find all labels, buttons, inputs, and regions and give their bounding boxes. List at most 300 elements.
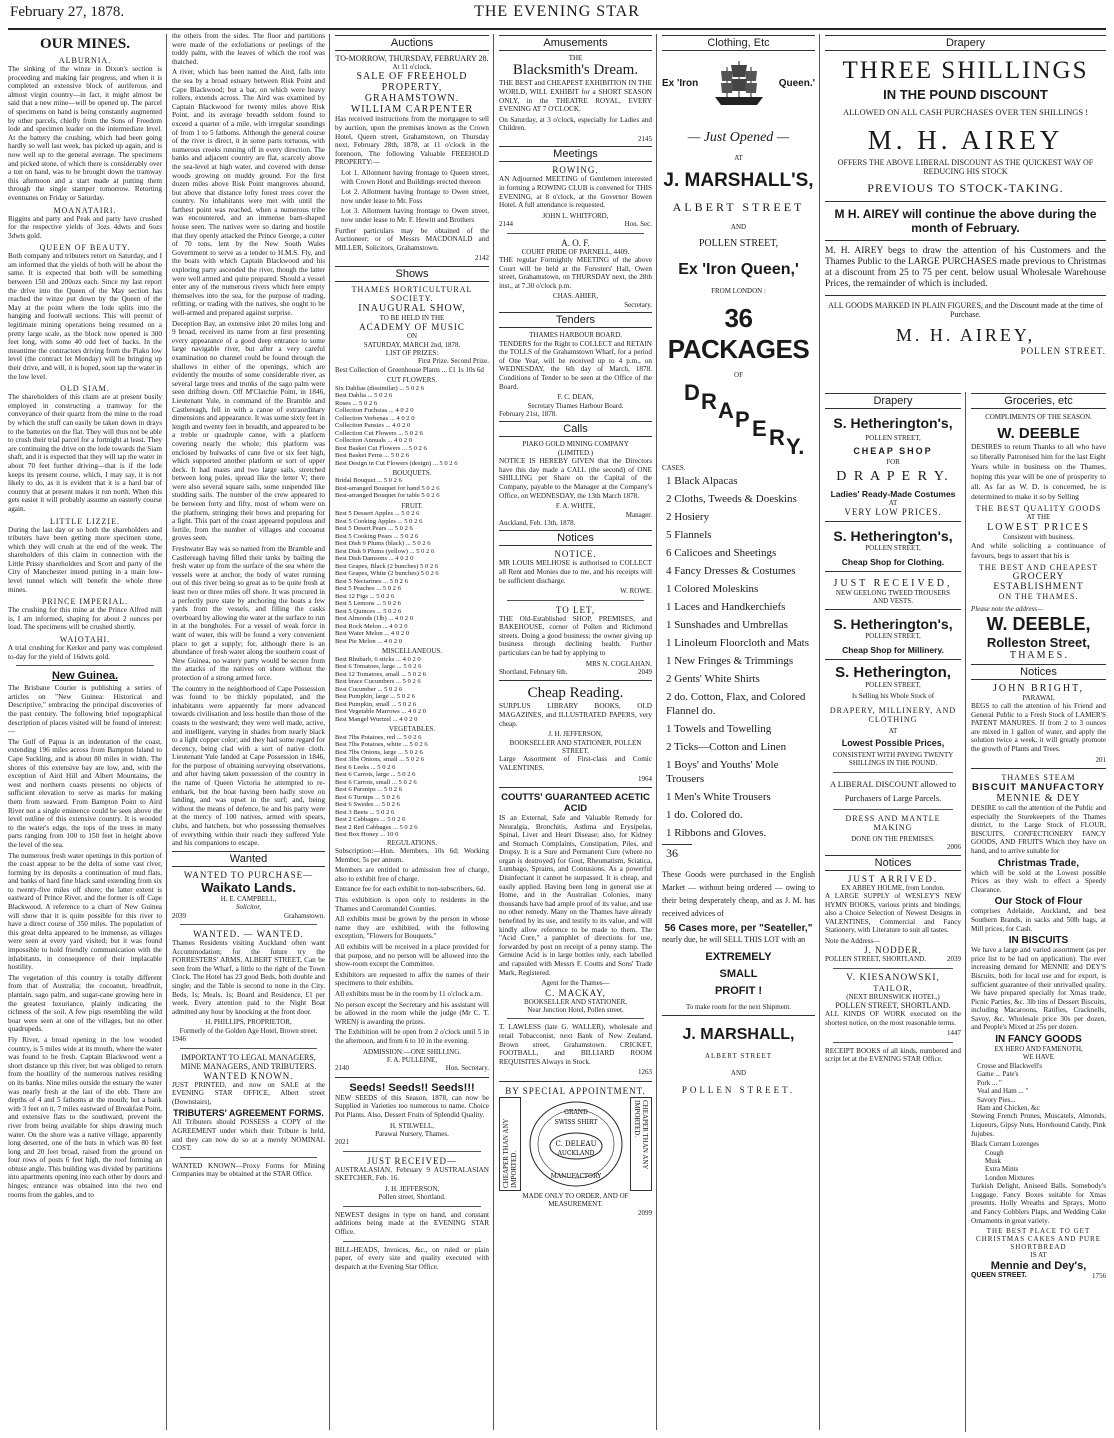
calls-text: NOTICE IS HEREBY GIVEN that the Directors have this day made a CALL (the second) of ONE SHILLING per Share on the Capital of the Company, payable to the Manager at the Company's Office, on WEDNESDAY, the 13th March 1878. xyxy=(499,457,652,500)
prize-row: Best Rock Melon ... 4 0 2 0 xyxy=(335,622,408,630)
divider xyxy=(16,665,154,666)
nodder-name: J. NODDER, xyxy=(864,945,922,956)
hetherington-2: S. Hetherington's, xyxy=(833,528,953,545)
previous-stock-taking: PREVIOUS TO STOCK-TAKING. xyxy=(867,181,1064,195)
prize-row: Best 6 Leeks ... 5 0 2 6 xyxy=(335,763,396,771)
prize-row: Best brace Cucumbers ... 5 0 2 6 xyxy=(335,678,421,686)
ad-number: 2039 xyxy=(172,911,186,920)
mine-section-text: The sinking of the winze in Dixon's section is proceeding and making fair progress, and when it is completed an extensive block of auriferous and almost virgin country—in fact, it might almost be said that a new mine—will be opened up. The parcel of specimens on hand is being constantly augmented by other parcels, chiefly from the Sons of Freedom lode and specimen leader on the intermediate level. At the battery the crushing, which had been going hardly so well last week, has picked up again, and is now well up to the general average. The specimens and picked stone, of which there is considerably over a ton on hand, was to be brought down the tramway this afternoon and a start made at putting them through the single stamper tomorrow. Retorting eventuates on Friday or Saturday. xyxy=(8,65,162,202)
prize-row: Best Pumpkin, small ... 5 0 2 6 xyxy=(335,700,417,708)
auction-date: TO-MORROW, THURSDAY, FEBRUARY 28. xyxy=(335,54,489,63)
ad-number: 2049 xyxy=(638,667,652,676)
regulation: Members are entitled to admission free of charge, also to exhibit free of charge. xyxy=(335,866,489,883)
divider xyxy=(833,809,953,810)
tender-role: Secretary Thames Harbour Board. xyxy=(527,401,624,410)
best-quality: THE BEST QUALITY GOODS xyxy=(975,504,1102,514)
drapery-word: D R A P E R Y. xyxy=(836,468,950,484)
prize-row: Best 6 Tomatoes, large ... 5 0 2 6 xyxy=(335,663,422,671)
mennie-dey-2: Mennie and Dey's, xyxy=(990,1259,1087,1272)
ad-number: 1756 xyxy=(1092,1271,1106,1280)
ad-text: JUST PRINTED, and now on SALE at the EVENING STAR OFFICE, Albert street (Downstairs), xyxy=(172,1080,325,1106)
prize-row: Collection Fuchsias ... 4 0 2 0 xyxy=(335,407,414,415)
lozenge-item: Cough xyxy=(985,1148,1004,1157)
prize-row: Best 5 Lemons ... 5 0 2 6 xyxy=(335,600,401,608)
ad-forresters xyxy=(172,929,325,1044)
case-item: 2 Cloths, Tweeds & Doeskins xyxy=(666,493,797,506)
prize-row: Best 5 Dessert Apples ... 5 0 2 6 xyxy=(335,510,420,518)
drapery-millinery-clothing: DRAPERY, MILLINERY, AND CLOTHING xyxy=(829,705,957,724)
prize-row: Best 7lbs Potatoes, red ... 5 0 2 6 xyxy=(335,733,422,741)
ad-number: 2145 xyxy=(638,134,652,143)
flour-text: comprises Adelaide, Auckland, and best Southern Brands, in sacks and 50lb bags, at Mill prices, for Cash. xyxy=(971,907,1106,933)
divider xyxy=(833,1042,953,1043)
prize-row: Best Vegetable Marrows ... 4 0 2 0 xyxy=(335,708,427,716)
on-thames: ON THE THAMES. xyxy=(998,592,1079,602)
amusement-text: THE BEST and CHEAPEST EXHIBITION IN THE WORLD, WILL EXHIBIT for a SHORT SEASON ONLY, in the THEATRE ROYAL, EVERY EVENING AT 7 O'CLOCK. xyxy=(499,79,652,114)
prize-groups xyxy=(335,376,489,839)
case-item: 1 Sunshades and Umbrellas xyxy=(666,619,788,632)
article-paragraph: The Gulf of Papua is an indentation of the coast, extending 196 miles across from Bampton Island to Cape Suckling, and is about 80 miles in width. The shores of this extensive bay are low, and, with the exception of Aird Hill and Albert Mountains, the west and northern coasts presents no objects of sufficient elevation to serve as marks for making them from seaward. From Bampton Point to Aird River not a single eminence could be seen above the level outline of this extensive country. It is wooded to the water's edge, the tops of the trees in many parts ranging from 100 to 150 feet in height above the level of the sea. xyxy=(8,737,162,849)
divider xyxy=(825,521,961,522)
vests: AND VESTS. xyxy=(873,597,913,606)
ad-place: Formerly of the Golden Age Hotel, Brown street. xyxy=(179,1026,318,1035)
admission: ADMISSION:—ONE SHILLING. xyxy=(363,1047,461,1056)
calls-name: F. A. WHITE, xyxy=(555,502,596,511)
prize-row: Best 6 Parsnips ... 5 0 2 6 xyxy=(335,786,403,794)
case-item: 1 Towels and Towelling xyxy=(666,723,772,736)
show-on: ON xyxy=(406,332,418,341)
prize-row: Best 6 Carrots, large ... 5 0 2 6 xyxy=(335,771,416,779)
fancy-item: Pork ... " xyxy=(977,1078,1002,1087)
hymn-books-text: A LARGE SUPPLY of WESLEY'S NEW HYMN BOOKS, various prints and bindings; also a Choice Selection of Newest Designs in VALENTINES, Commercial and Fancy Stationery, with Literature to suit all tastes. xyxy=(825,892,961,935)
mines-heading: OUR MINES. xyxy=(39,36,130,52)
divider xyxy=(833,772,953,773)
ex-iron-queen: Ex 'Iron Queen,' xyxy=(678,260,799,278)
ad-waikato xyxy=(172,870,325,920)
soliciting: And while soliciting a continuance of favours, begs to assert that his is xyxy=(971,541,1106,561)
regulation: No person except the Secretary and his assistant will be allowed in the room while the judge (Mr C. T. WREN) is awarding the prizes. xyxy=(335,1000,489,1026)
small: SMALL xyxy=(719,968,758,981)
auctions-section-header: Auctions xyxy=(335,35,489,51)
aof-name: CHAS. AHIER, xyxy=(553,292,598,301)
seeds-name: H. STILWELL, xyxy=(390,1121,434,1130)
cheap-clothing: Cheap Shop for Clothing. xyxy=(841,556,945,567)
regulation: Exhibitors are requested to affix the names of their specimens to their exhibits. xyxy=(335,970,489,988)
mine-section-text: Both company and tributers retort on Saturday, and I am informed that the yields of both will be about the same. It is expected that both will be something between 150 and 200ozs each. Since my last report the drive into the Queen of the May section has reached the winze put down by the Queen of the May at the point where the lode splits into the hanging and footwall sections. This will permit of legitimate mining operations being resumed on a pretty large scale, as the block now opened is 300 feet long, with some 40 odd feet of backs. In the meantime the contractors driving from the Piako low level (the contract let Monday) will be bringing up their drive, and will, it is hoped, soon tap the water in the low level. xyxy=(8,252,162,381)
at-the: AT THE xyxy=(1026,513,1051,522)
received-title: JUST RECEIVED— xyxy=(366,1155,458,1166)
cheap-reading-title: Cheap Reading. xyxy=(527,685,624,702)
prize-row: Best Basket Cut Flowers ... 5 0 2 6 xyxy=(335,444,427,452)
blacksmiths-dream-title: Blacksmith's Dream. xyxy=(512,62,639,79)
article-paragraph: the others from the sides. The floor and partitions were made of the exfoliations or peelings of the toddy palm, with the leaves of which the roof was thatched. xyxy=(172,32,325,66)
mine-section-title: MOANATAIRI. xyxy=(53,205,117,215)
groceries-section-header: Groceries, etc xyxy=(971,393,1106,409)
prize-row: Best 3 Beets ... 5 0 2 6 xyxy=(335,808,395,816)
divider xyxy=(833,968,953,969)
calls-title: PIAKO GOLD MINING COMPANY xyxy=(522,440,629,449)
fancy-item: Game ... Pate's xyxy=(977,1070,1019,1079)
prize-row: Collection Pansies ... 4 0 2 0 xyxy=(335,422,411,430)
fancy-item: Veal and Ham ... " xyxy=(977,1087,1029,1096)
tender-title: THAMES HARBOUR BOARD. xyxy=(529,331,622,340)
tailor: TAILOR, xyxy=(873,982,913,993)
airey-continue: M H. AIREY will continue the above during the month of February. xyxy=(834,207,1097,235)
prize-row: Roses ... 5 0 2 6 xyxy=(335,399,378,407)
new-guinea-article xyxy=(8,684,162,1199)
case-item: 2 Ticks—Cotton and Linen xyxy=(666,741,787,754)
divider xyxy=(507,233,644,234)
drapery-letter: Y. xyxy=(786,433,805,459)
show-secretary: F. A. PULLEINE, xyxy=(386,1055,438,1064)
pollen-street: POLLEN STREET, xyxy=(865,680,921,689)
ad-subtitle: Waikato Lands. xyxy=(201,879,296,895)
ad-subtitle: WANTED KNOWN. xyxy=(203,1070,294,1081)
show-held: TO BE HELD IN THE xyxy=(379,313,445,322)
tenders-section-header: Tenders xyxy=(499,312,652,328)
tender-name: F. C. DEAN, xyxy=(557,393,594,402)
auction-lot: Lot 1. Allotment having frontage to Queen street, with Crown Hotel and Buildings erected thereon xyxy=(341,168,489,186)
profit: PROFIT ! xyxy=(714,985,763,998)
divider xyxy=(825,295,1106,296)
column-hetherington xyxy=(821,390,965,1432)
clothing-section-header: Clothing, Etc xyxy=(662,35,815,51)
hetherington-3: S. Hetherington's, xyxy=(833,616,953,633)
marshall-text: These Goods were purchased in the English Market — without being ordered — owing to their being desperately cheap, and as J. M. has received advices of xyxy=(662,870,815,919)
article-paragraph: Freshwater Bay was so named from the Bramble and Castlereagh having filled their tanks by bailing the fresh water up from the surface of the sea where the vessels were at anchor, the body of water running out of this river being so great as to be quite fresh at least two or three miles off shore. It was procured in a perfectly pure state by anchoring the boats a few yards from the vessels, and filling the casks overboard by allowing the water at the surface to run in at the bungholes. For a vessel of weak force in want of water, this will be found a very convenient place to get a supply; for, although there is an abundance of fresh water along the southern coast of New Guinea, no watery party would be secure from the attacks of the natives on shore without the protection of a strong armed force. xyxy=(172,545,325,682)
prize-row: Best 5 Quinces ... 5 0 2 6 xyxy=(335,607,402,615)
prize-row: Best 5 Peaches ... 5 0 2 6 xyxy=(335,585,401,593)
best-cheapest: THE BEST AND CHEAPEST xyxy=(978,563,1099,573)
ad-heading: TRIBUTERS' AGREEMENT FORMS. xyxy=(173,1108,324,1119)
rowing-title: ROWING. xyxy=(552,165,599,176)
auction-lot: Lot 2. Allotment having frontage to Owen street, now under lease to Mr. Foss xyxy=(341,188,489,205)
regulation: Subscription:—Hon. Members, 10s 6d; Working Member, 5s per annum. xyxy=(335,847,489,864)
column-rule xyxy=(656,34,657,1430)
divider xyxy=(180,1048,317,1049)
is-at: IS AT xyxy=(1030,1251,1047,1260)
prize-row: Best Mangel Wurtzel ... 4 0 2 0 xyxy=(335,715,418,723)
mines-sections xyxy=(8,56,162,661)
prize-row: Best 5 Desert Pears ... 5 0 2 6 xyxy=(335,525,413,533)
ad-title: WANTED. — WANTED. xyxy=(193,929,304,940)
case-item: 1 do. Colored do. xyxy=(666,809,743,822)
ad-title: WANTED TO PURCHASE— xyxy=(183,869,314,880)
prize-row: Best 2 Red Cabbages ... 5 0 2 6 xyxy=(335,823,418,831)
prize-columns: First Prize. Second Prize. xyxy=(418,357,489,366)
appointment-seal-row xyxy=(499,1096,652,1192)
tolet-text: THE Old-Established SHOP, PREMISES, and BAKEHOUSE, corner of Pollen and Richmond streets. Doing a good business; the owner giving up business through declining health. Further particulars can be had by applying to xyxy=(499,614,652,657)
wanted-section-header: Wanted xyxy=(172,851,325,867)
ad-role: Solicitor, xyxy=(235,903,262,912)
case-item: 1 New Fringes & Trimmings xyxy=(666,655,794,668)
ship-row xyxy=(662,54,815,112)
ex-abbey-holme: EX ABBEY HOLME, from London. xyxy=(841,883,945,892)
ad-number: 2099 xyxy=(638,1208,652,1217)
regulations-heading: REGULATIONS. xyxy=(387,838,437,847)
we-have: WE HAVE xyxy=(1022,1053,1055,1062)
received-text: AUSTRALASIAN, February 9 AUSTRALASIAN SKETCHER, Feb. 16. xyxy=(335,1165,489,1183)
pollen-street: POLLEN STREET, xyxy=(865,632,921,641)
mine-section-title: WAIOTAHI. xyxy=(59,635,111,645)
drapery-letter: D xyxy=(684,379,700,405)
rowing-role: Hon. Sec. xyxy=(624,220,652,229)
show-society: THAMES HORTICULTURAL SOCIETY. xyxy=(351,284,473,303)
ad-text: All Tributers should POSSESS a COPY of the AGREEMENT under which their Tribute is held, and they can now do so at a merely NOMINAL COST. xyxy=(172,1118,325,1153)
appointment-footer: MADE ONLY TO ORDER, AND OF MEASUREMENT. xyxy=(522,1191,629,1209)
tender-date: February 21st, 1878. xyxy=(499,409,557,418)
tender-text: TENDERS for the Right to COLLECT and RETAIN the TOLLS of the Grahamstown Wharf, for a period of One Year, will be received up to 4 p.m., on WEDNESDAY, the 6th day of March, 1878. Conditions of Tender to be seen at the Office of the Board. xyxy=(499,339,652,391)
column-guinea-cont xyxy=(168,32,329,1432)
mine-section-title: LITTLE LIZZIE. xyxy=(50,516,120,526)
prize-row: Best Pumpkin, large ... 5 0 2 6 xyxy=(335,693,415,701)
divider xyxy=(499,680,652,681)
newspaper-title: THE EVENING STAR xyxy=(474,3,640,20)
ad-number: 2144 xyxy=(499,220,513,229)
case-item: 1 Black Alpacas xyxy=(666,475,738,488)
airey-offers: OFFERS THE ABOVE LIBERAL DISCOUNT AS THE QUICKEST WAY OF REDUCING HIS STOCK xyxy=(837,158,1094,176)
hetherington-1: S. Hetherington's, xyxy=(833,415,953,431)
plain-figures: ALL GOODS MARKED IN PLAIN FIGURES, and the Discount made at the time of Purchase. xyxy=(828,301,1103,319)
amusement-saturday: On Saturday, at 3 o'clock, especially for Ladies and Children. xyxy=(499,115,652,133)
prize-row: Best Dish Damsons ... 4 0 2 0 xyxy=(335,555,414,563)
pollen-street: POLLEN STREET, xyxy=(865,544,921,553)
drapery-letter: A xyxy=(718,397,734,423)
drapery-letter: R xyxy=(701,388,717,414)
prize-row: Bridal Bouquet ... 5 0 2 6 xyxy=(335,477,402,485)
fancy-item: Ham and Chicken, &c xyxy=(977,1103,1040,1112)
geelong-trousers: NEW GEELONG TWEED TROUSERS xyxy=(835,588,951,597)
ad-the: THE xyxy=(568,54,583,62)
new-guinea-heading: New Guinea. xyxy=(51,670,119,683)
notices-section-header: Notices xyxy=(971,664,1106,680)
column-mines xyxy=(4,32,166,1432)
divider xyxy=(343,1241,481,1242)
divider xyxy=(825,609,961,610)
prize-group-title: CUT FLOWERS. xyxy=(386,376,438,385)
pollen-street: POLLEN STREET, xyxy=(865,434,921,442)
notices-section-header: Notices xyxy=(499,530,652,546)
aof-title: A. O. F. xyxy=(561,237,590,248)
prize-row: Best Design in Cut Flowers (design) ... 5 0 2 6 xyxy=(335,459,458,467)
case-item: 1 Ribbons and Gloves. xyxy=(666,827,767,840)
bright-text: BEGS to call the attention of his Friend and General Public to a Fresh Stock of LAMER'S PATENT MANURES. If from 2 to 3 ounces are mixed in 1 gallon of water, and apply the solution twice a week, it will greatly promote the growth of Plants and Trees. xyxy=(971,702,1106,753)
mine-section-title: QUEEN OF BEAUTY. xyxy=(39,243,131,253)
divider xyxy=(825,201,1106,202)
fancy-item: Crosse and Blackwell's xyxy=(977,1061,1043,1070)
show-venue: ACADEMY OF MUSIC xyxy=(359,322,465,333)
christmas-text: which will be sold at the Lowest possible Prices as they wish to effect a Speedy Clearance. xyxy=(971,868,1106,894)
ship-label-left: Ex 'Iron xyxy=(662,77,699,89)
drapery-letter: P xyxy=(735,406,750,432)
prize-row: Best 7lbs Onions, large ... 5 0 2 6 xyxy=(335,748,423,756)
kiesanowski-name: V. KIESANOWSKI, xyxy=(846,972,940,983)
divider xyxy=(825,240,1106,241)
receipt-books: RECEIPT BOOKS of all kinds, numbered and script let at the EVENING STAR Office. xyxy=(825,1046,961,1064)
aof-role: Secretary. xyxy=(624,300,652,309)
column-rule xyxy=(493,34,494,1430)
ad-billheads: BILL-HEADS, Invoices, &c., on ruled or plain paper, of every size and quality executed with despatch at the Evening Star Office. xyxy=(335,1245,489,1271)
drapery-section-header: Drapery xyxy=(825,35,1106,51)
case-item: 1 Colored Moleskins xyxy=(666,583,759,596)
lowest-prices: Lowest Possible Prices, xyxy=(841,738,945,749)
column-rule xyxy=(329,34,330,1430)
ad-number: 2039 xyxy=(947,955,961,964)
thames: T H A M E S . xyxy=(1009,649,1068,661)
show-date: SATURDAY, MARCH 2nd, 1878. xyxy=(363,340,461,349)
fancy-items xyxy=(971,1062,1106,1112)
stock-of-flour: Our Stock of Flour xyxy=(994,896,1083,908)
lawless-text: T. LAWLESS (late G. WALLER), wholesale and retail Tobacconist, next Bank of New Zealand, Brown street, Grahamstown. CRICKET, FOOTBALL, and BILLIARD ROOM REQUISITES Always in Stock. xyxy=(499,1023,652,1066)
rolleston-street: Rolleston Street, xyxy=(986,634,1091,650)
column-amusements xyxy=(495,32,656,1432)
ad-number: 1946 xyxy=(172,1035,186,1044)
article-paragraph: Deception Bay, an extensive inlet 20 miles long and 9 broad, received its name from at first presenting every appearance of a good deep entrance to some large navigable river, but after a very careful examination no channel could be found through the shallows in either of the openings, which are evidently the mouths of some considerable river, as several large trees and trunks of the sago palm were seen drifting down. Off M'Clatchie Point, in 1846, Lieutenant Yule, in command of the Bramble and Castlereagh, fell in with a canoe of extraordinary dimensions and appearance. It was some sixty feet in length and twenty feet in breadth, and appeared to be a treble or quadruple canoe, with a platform covering nearly the whole; this platform was enclosed by bulwarks of cane five or six feet high, which supported another platform or sort of upper deck. It had masts and two large sails, stretched between long poles, spread like the letter V; there were also several square sails, some suspended like studding sails. The number of the crew appeared to be between forty and fifty, most of whom were on the platform, stringing their bows and preparing for a fight. This part of the coast appeared populous and fertile, from the number of villages and cocoanut groves seen. xyxy=(172,319,325,543)
parawai: PARAWAI, xyxy=(1022,693,1055,702)
prize-group-title: MISCELLANEOUS. xyxy=(381,647,443,656)
received-place: Pollen street, Shortland. xyxy=(378,1193,446,1202)
tolet-title: TO LET, xyxy=(555,604,596,615)
regulation: The Exhibition will be open from 2 o'clock until 5 in the afternoon, and from 6 to 10 in the evening. xyxy=(335,1028,489,1045)
christmas-trade: Christmas Trade, xyxy=(997,857,1080,869)
prize-row: Best Grapes, Black (2 bunches) 5 0 2 6 xyxy=(335,562,439,570)
side-text-left: CHEAPER THAN ANY IMPORTED. xyxy=(499,1097,521,1191)
mine-section-title: OLD SIAM. xyxy=(60,384,110,394)
coutts-text: IS an External, Safe and Valuable Remedy for Neuralgia, Bronchitis, Asthma and Erysipelas, Spinal, Liver and Heart Disease; also, for Kidney and Stomach Complaints, Constipation, Piles, and Dropsy. It is a Sure and Permanent Cure (where no organ is destroyed) for Gout, Rheumatism, Sciatica, Lumbago, Sprains, and Contusions. As a powerful Disinfectant it cannot be surpassed. It is cheap, and easily applied. Having been long in general use at Home, and in the Australian Colonies, many thousands have had ample proof of its value, and use no other remedy. Many on the Thames have already benefited by its use, and testify to its value, and will kindly allow reference to be made to them. The "Acid Cure," a pamphlet of directions for use, forwarded by post on receipt of a penny stamp. The Genuine Acid is in large bottles only, each labelled and capsuled with Messrs F. Coutts and Sons' Trade Mark, Registered. xyxy=(499,813,652,977)
case-item: 2 Gents' White Shirts xyxy=(666,673,760,686)
coutts-title: COUTTS' GUARANTEED ACETIC ACID xyxy=(501,791,650,814)
prize-row: Best 5 Cooking Pears ... 5 0 2 6 xyxy=(335,532,419,540)
footer-street-albert: ALBERT STREET xyxy=(704,1052,773,1061)
divider xyxy=(499,787,652,788)
ad-number: 1263 xyxy=(638,1068,652,1077)
case-item: 2 do. Cotton, Flax, and Colored Flannel do. xyxy=(666,691,806,718)
prize-group-title: FRUIT. xyxy=(401,501,423,510)
divider xyxy=(343,1151,481,1152)
column-rule xyxy=(819,34,820,1430)
ad-name: H. E. CAMPBELL, xyxy=(220,894,277,903)
lozenges-list xyxy=(971,1149,1106,1183)
just-arrived: JUST ARRIVED. xyxy=(847,873,939,884)
divider xyxy=(662,1015,815,1016)
column-rule xyxy=(166,34,167,1430)
auctioneer-name: WILLIAM CARPENTER xyxy=(350,104,474,116)
bright-name: JOHN BRIGHT, xyxy=(992,682,1085,694)
mine-section-text: Riggins and party and Peak and party have crushed for the respective yields of 3ozs 4dwts and 6ozs 3dwts gold. xyxy=(8,214,162,240)
mine-section-title: ALBURNIA. xyxy=(58,56,112,65)
selling-stock: Is Selling his Whole Stock of xyxy=(851,692,935,701)
deeble-name-2: W. DEEBLE, xyxy=(986,613,1091,634)
street-pollen: POLLEN STREET, xyxy=(698,237,779,249)
show-secretary-role: Hon. Secretary. xyxy=(445,1064,489,1073)
divider xyxy=(825,571,961,572)
seal-text: C. DELEAU xyxy=(555,1139,596,1148)
drapery-diagonal xyxy=(662,380,815,460)
queen-street: QUEEN STREET. xyxy=(971,1271,1027,1279)
best-place: THE BEST PLACE TO GET CHRISTMAS CAKES AND PURE SHORTBREAD xyxy=(976,1227,1101,1252)
cheap-role: BOOKSELLER AND STATIONER, POLLEN STREET. xyxy=(509,738,642,755)
tolet-name: MRS N. COGLAHAN. xyxy=(585,659,652,668)
mennie-dey: MENNIE & DEY xyxy=(996,793,1081,804)
coutts-agent: Agent for the Thames— xyxy=(541,979,610,988)
regulation: All exhibits will be received in a place provided for that purpose, and no person will be allowed into the show-room except the Committee. xyxy=(335,943,489,969)
stewing-text: Stewing French Prunes, Muscatels, Almonds, Liqueurs, Gipsy Nuts, Horehound Candy, Pink Jujubes. xyxy=(971,1112,1106,1138)
shows-section-header: Shows xyxy=(335,266,489,282)
regulation: This exhibition is open only to residents in the Thames and Coromandel Counties. xyxy=(335,896,489,913)
prize-row: Best 6 Swedes ... 5 0 2 6 xyxy=(335,801,400,809)
auction-further: Further particulars may be obtained of the Auctioneer; or of Messrs MACDONALD and MILLER, Solicitors, Grahamstown. xyxy=(335,226,489,252)
prize-row: Best Dish 9 Plums (yellow) ... 5 0 2 6 xyxy=(335,547,435,555)
seal-text: AUCKLAND xyxy=(557,1149,594,1157)
allowed-cash: ALLOWED ON ALL CASH PURCHASES OVER TEN SHILLINGS ! xyxy=(842,107,1089,117)
prize-row: Best 3lbs Onions, small ... 5 0 2 6 xyxy=(335,756,425,764)
prize-row: Collection Annuals ... 4 0 2 0 xyxy=(335,437,413,445)
prize-row: Best Water Melon ... 4 0 2 0 xyxy=(335,630,410,638)
aof-text: THE regular Fortnightly MEETING of the above Court will be held at the Foresters' Hall, Owen street, Grahamstown, on THURSDAY next, the 28th inst., at 7.30 o'clock p.m. xyxy=(499,255,652,290)
seal-text: SWISS SHIRT xyxy=(554,1118,597,1126)
ad-place: Grahamstown. xyxy=(283,911,325,920)
just-received: JUST RECEIVED, xyxy=(833,577,953,589)
fancy-sub: EX HERO AND FAMENOTH, xyxy=(994,1045,1083,1054)
prize-group-title: BOUQUETS. xyxy=(392,469,432,478)
in-biscuits: IN BISCUITS xyxy=(1008,935,1069,947)
footer-and: AND xyxy=(730,1068,747,1077)
show-title: INAUGURAL SHOW, xyxy=(358,302,466,314)
amusements-section-header: Amusements xyxy=(499,35,652,51)
received-name: J. H. JEFFERSON, xyxy=(384,1184,440,1193)
regulation: All exhibits must be grown by the person in whose name they are exhibited, with the following exception, "Flowers for Bouquets." xyxy=(335,915,489,941)
label-at: AT xyxy=(888,498,898,507)
rowing-text: AN Adjourned MEETING of Gentlemen interested in forming a ROWING CLUB is convened for THIS EVENING, at 8 o'clock, at the Governor Bowen Hotel. A full attendance is requested. xyxy=(499,175,652,210)
case-item: 2 Hosiery xyxy=(666,511,710,524)
ad-types: NEWEST designs in type on hand, and constant additions being made at the EVENING STAR Office. xyxy=(335,1210,489,1236)
meetings-section-header: Meetings xyxy=(499,146,652,162)
sell-lot: nearly due, he will SELL THIS LOT with an xyxy=(662,935,806,945)
prize-row: Best Cucumber ... 5 0 2 6 xyxy=(335,685,403,693)
divider xyxy=(180,1157,317,1158)
calls-date: Auckland, Feb. 13th, 1878. xyxy=(499,518,576,527)
consistent-business: Consistent with business. xyxy=(1003,532,1074,541)
liberal-discount: A LIBERAL DISCOUNT allowed to Purchasers of Large Parcels. xyxy=(829,778,957,803)
cheap-name: J. H. JEFFERSON, xyxy=(548,730,603,739)
sailing-ship-icon xyxy=(711,57,767,109)
prize-row: Best 12 Figs ... 5 0 2 6 xyxy=(335,592,395,600)
prize-row: Best Pie Melon ... 4 0 2 0 xyxy=(335,637,403,645)
lozenge-item: Musk xyxy=(985,1156,1001,1165)
auction-time: At 11 o'clock. xyxy=(392,63,432,71)
divider xyxy=(343,1206,481,1207)
article-paragraph: The Brisbane Courier is publishing a series of articles on "New Guinea: Historical and Descriptive," embracing the principal discoveries of the past century. The following brief topographical description of places visited will be found of interest:— xyxy=(8,684,162,736)
article-paragraph: The numerous fresh water openings in this portion of the coast appear to be the delta of some vast river, forming by its deposits a continuation of mud flats, and banks of hard fine black sand extending from six to twenty-five miles off shore; the latter extent is eastward of Prince River, and the former is off Cape Blackwood. A reference to a chart of New Guinea will show that it is quite possible for this river to have a direct course of 350 miles. The population of this great delta appeared to be immense, as villages were seen at every yard visited; but it was found impossible to hold friendly communication with the inhabitants, in consequence of their implacable hostility. xyxy=(8,851,162,972)
36-packages: 36 PACKAGES xyxy=(667,303,810,365)
prize-row: Best-arranged Bouquet for hand 5 0 2 6 xyxy=(335,484,440,492)
airey-attention: M. H. AIREY begs to draw the attention of his Customers and the Thames Public to the LARGE PURCHASES made previous to Christmas at a discount from 25 to 75 per cent. below usual Wholesale Warehouse Prices, the remainder of which is included. xyxy=(825,246,1106,289)
cheap-text: SURPLUS LIBRARY BOOKS, OLD MAGAZINES, and ILLUSTRATED PAPERS, very cheap. xyxy=(499,702,652,728)
article-paragraph: A river, which has been named the Aird, falls into the sea by a broad estuary between Risk Point and Cape Blackwood; but a bar, on which were heavy rollers, extends across. The Aird was examined by Captain Blackwood for twenty miles above Risk Point, and its average breadth seldom found to exceed a quarter of a mile, with irregular soundings of from 1 to 5 fathoms. Although the general course of the river is direct, it in some parts tortuous, with numerous creeks running off in every direction. The banks and adjacent country are flat, scarcely above the sea-level at high water, and covered with dense woods growing on muddy ground. For the first dozen miles above Risk Point mangroves abound, but above that distance lofty forest trees cover the country. No inhabitants were met with until the farthest point was reached, when a numerous tribe was encountered, and an immense barn-shaped house seen. The natives were so daring and hostile that they openly attacked the Prince George, a cutter of 70 tons, lent by the New South Wales Government to serve as a tender to H.M.S. Fly, and the boats with which Captain Blackwood and his exploring party ascended the river, though the latter were well armed and quite prepared. Should a vessel enter any of the numerous rivers which here empty themselves into the sea, for the purpose of trading, refitting, or trading with the natives, she ought to be well-armed and prepared against surprise. xyxy=(172,68,325,317)
ad-proxy-forms: WANTED KNOWN—Proxy Forms for Mining Companies may be obtained at the STAR Office. xyxy=(172,1161,325,1179)
cheap-stock: Large Assortment of First-class and Comic VALENTINES. xyxy=(499,755,652,772)
ad-number: 2021 xyxy=(335,1138,349,1147)
tailor-work-text: ALL KINDS OF WORK executed on the shortest notice, on the most reasonable terms. xyxy=(825,1010,961,1027)
column-rule xyxy=(965,392,966,1432)
notice-name: W. ROWE. xyxy=(620,587,652,596)
drapery-section-header: Drapery xyxy=(825,393,961,409)
case-item: 1 Linoleum Floorcloth and Mats xyxy=(666,637,809,650)
note-address: Please note the address— xyxy=(971,605,1044,614)
prize-row: Best 2 Cabbages ... 5 0 2 6 xyxy=(335,816,406,824)
tolet-date: Shortland, February 6th. xyxy=(499,667,568,676)
mine-section-title: PRINCE IMPERIAL. xyxy=(41,597,129,607)
